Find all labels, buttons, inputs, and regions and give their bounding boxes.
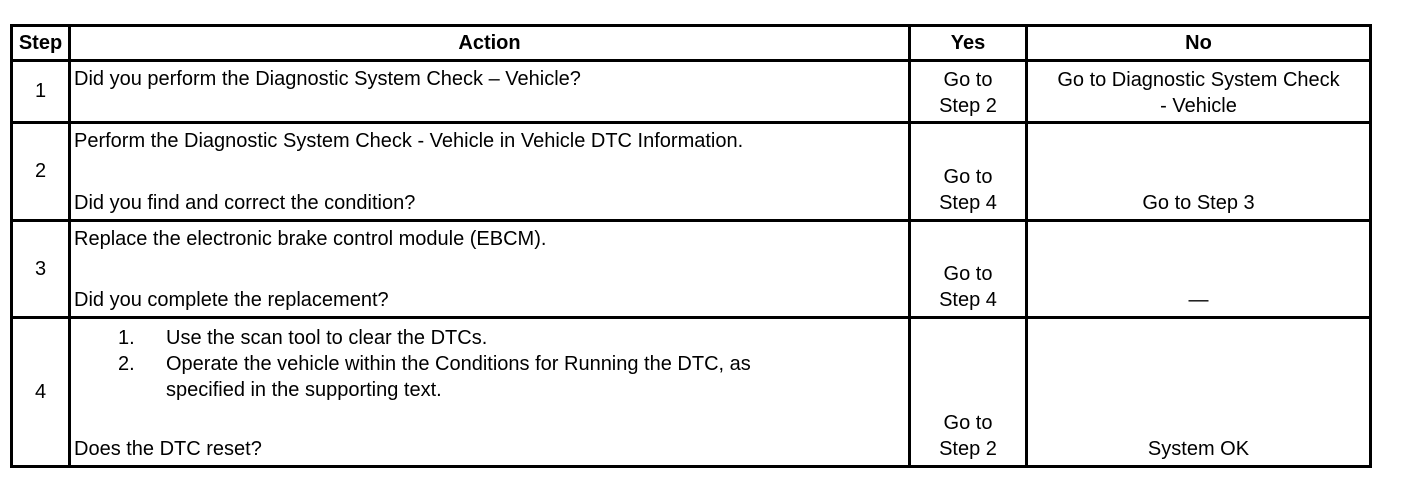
table-row <box>12 221 1371 318</box>
step-number: 1 <box>12 61 70 123</box>
yes-line-2: Step 2 <box>939 438 997 460</box>
table-row <box>12 318 1371 467</box>
list-text: Use the scan tool to clear the DTCs. <box>166 327 488 349</box>
header-no: No <box>1027 26 1371 61</box>
no-line-1: Go to Diagnostic System Check <box>1057 69 1340 91</box>
step-number: 3 <box>12 221 70 318</box>
no-cell <box>1027 123 1371 221</box>
table-row <box>12 61 1371 123</box>
yes-line-2: Step 4 <box>939 192 997 214</box>
step-number: 4 <box>12 318 70 467</box>
action-cell <box>70 318 910 467</box>
no-text: Go to Step 3 <box>1142 192 1255 214</box>
yes-cell <box>910 123 1027 221</box>
question-text: Did you complete the replacement? <box>74 289 389 311</box>
list-number: 1. <box>118 327 135 349</box>
diagnostic-table <box>10 24 1372 468</box>
no-line-2: - Vehicle <box>1160 95 1237 117</box>
yes-cell <box>910 61 1027 123</box>
yes-line-1: Go to <box>943 412 993 434</box>
action-text: Perform the Diagnostic System Check - Vehicle in Vehicle DTC Information. <box>74 130 744 152</box>
header-step: Step <box>12 26 70 61</box>
list-number: 2. <box>118 353 135 375</box>
no-cell <box>1027 318 1371 467</box>
list-text: Operate the vehicle within the Conditions for Running the DTC, as <box>166 353 751 375</box>
yes-line-1: Go to <box>943 166 993 188</box>
yes-line-1: Go to <box>943 263 993 285</box>
list-item <box>74 351 908 403</box>
list-item <box>74 325 908 351</box>
yes-line-1: Go to <box>943 69 993 91</box>
action-cell <box>70 123 910 221</box>
question-text: Does the DTC reset? <box>74 438 262 460</box>
yes-cell <box>910 318 1027 467</box>
action-cell <box>70 221 910 318</box>
header-action: Action <box>70 26 910 61</box>
instruction-list <box>74 319 908 403</box>
no-text: System OK <box>1147 438 1250 460</box>
yes-cell <box>910 221 1027 318</box>
action-cell <box>70 61 910 123</box>
yes-line-2: Step 4 <box>939 289 997 311</box>
list-text-continued: specified in the supporting text. <box>166 379 442 401</box>
step-number: 2 <box>12 123 70 221</box>
action-text: Replace the electronic brake control module (EBCM). <box>74 228 547 250</box>
no-cell <box>1027 221 1371 318</box>
no-cell <box>1027 61 1371 123</box>
yes-line-2: Step 2 <box>939 95 997 117</box>
question-text: Did you find and correct the condition? <box>74 192 416 214</box>
table-row <box>12 123 1371 221</box>
no-text: — <box>1188 289 1209 311</box>
header-row <box>12 26 1371 61</box>
header-yes: Yes <box>910 26 1027 61</box>
action-text: Did you perform the Diagnostic System Check – Vehicle? <box>74 68 581 90</box>
